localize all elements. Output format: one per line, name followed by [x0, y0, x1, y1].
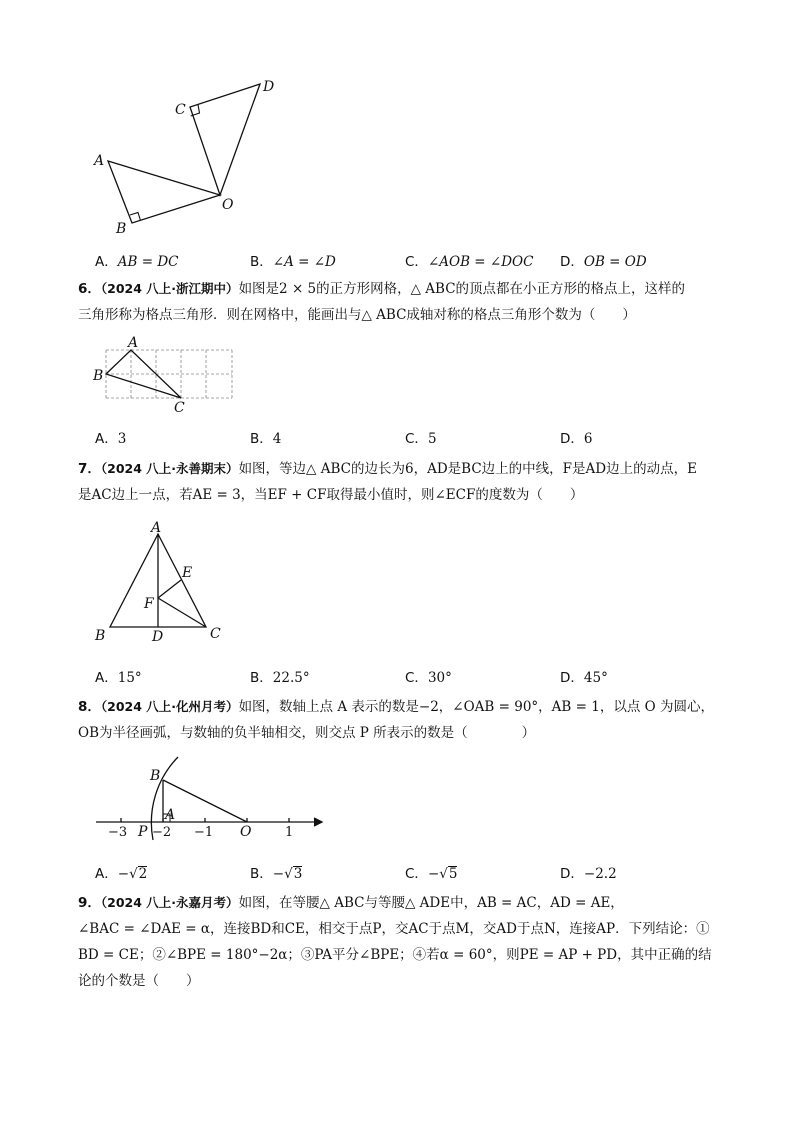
- q5-options: [95, 250, 715, 270]
- q9-line1: 如图，在等腰△ ABC与等腰△ ADE中，AB = AC，AD = AE，: [238, 895, 624, 911]
- q7-label-f: F: [144, 596, 154, 612]
- q7-option-b[interactable]: B．22.5°: [250, 670, 310, 686]
- q6-label-c: C: [174, 400, 185, 416]
- q5-triangle-cod: [190, 84, 260, 195]
- q8-label-b: B: [150, 768, 161, 784]
- q6-grid: [106, 350, 232, 398]
- q5-figure: [80, 70, 300, 240]
- q6-number: 6．: [78, 281, 101, 297]
- q6-line1: 如图是2 × 5的正方形网格，△ ABC的顶点都在小正方形的格点上，这样的: [238, 281, 686, 297]
- q5-option-b[interactable]: B．∠A = ∠D: [250, 254, 336, 270]
- q8-tick-1: 1: [285, 825, 294, 840]
- q8-option-a[interactable]: A．−√2: [95, 866, 148, 882]
- q6-line2: 三角形称为格点三角形．则在网格中，能画出与△ ABC成轴对称的格点三角形个数为（ ）: [78, 307, 636, 323]
- q6-option-b[interactable]: B．4: [250, 431, 282, 447]
- q8-option-d[interactable]: D．−2.2: [560, 866, 617, 882]
- q7-source: （2024 八上·永善期末）: [100, 461, 239, 476]
- q8-label-p: P: [138, 824, 148, 840]
- q5-triangle-abo: [108, 161, 220, 223]
- q7-label-e: E: [182, 565, 193, 581]
- q9-number: 9．: [78, 895, 101, 911]
- q6-source: （2024 八上·浙江期中）: [100, 281, 239, 296]
- q5-label-o: O: [222, 197, 234, 213]
- q8-axis-arrow-icon: [314, 818, 322, 826]
- q9-stem: [78, 890, 728, 994]
- q5-label-d: D: [263, 79, 275, 95]
- q5-label-c: C: [175, 102, 186, 118]
- q6-label-b: B: [93, 368, 104, 384]
- q8-tick-minus2: −2: [152, 825, 172, 840]
- q8-source: （2024 八上·化州月考）: [100, 699, 239, 714]
- q8-line1: 如图，数轴上点 A 表示的数是−2，∠OAB = 90°，AB = 1，以点 O 为圆心，: [238, 699, 714, 715]
- q6-grid-figure: [90, 336, 240, 416]
- q9-line2: ∠BAC = ∠DAE = α，连接BD和CE，相交于点P，交AC于点M，交AD于点N，连接AP．下列结论：①: [78, 921, 710, 937]
- q6-option-a[interactable]: A．3: [95, 431, 127, 447]
- q8-label-a: A: [165, 807, 176, 823]
- q6-option-c[interactable]: C．5: [405, 431, 437, 447]
- q8-tick-minus3: −3: [108, 825, 128, 840]
- q7-number: 7．: [78, 461, 101, 477]
- q8-options: [95, 862, 715, 882]
- q7-segment-fe: [158, 580, 181, 598]
- q5-option-a[interactable]: A．AB = DC: [95, 254, 179, 270]
- q7-option-c[interactable]: C．30°: [405, 670, 452, 686]
- q7-line2: 是AC边上一点，若AE = 3，当EF + CF取得最小值时，则∠ECF的度数为（ ）: [78, 487, 584, 503]
- q7-label-d: D: [152, 629, 164, 645]
- q8-tick-minus1: −1: [194, 825, 214, 840]
- q7-option-d[interactable]: D．45°: [560, 670, 608, 686]
- q9-line3: BD = CE；②∠BPE = 180°−2α；③PA平分∠BPE；④若α = 60°，则PE = AP + PD，其中正确的结: [78, 947, 712, 963]
- q9-source: （2024 八上·永嘉月考）: [100, 895, 239, 910]
- q7-label-a: A: [151, 520, 162, 536]
- q7-label-c: C: [210, 626, 221, 642]
- q8-option-b[interactable]: B．−√3: [250, 866, 303, 882]
- q6-options: [95, 427, 715, 447]
- q8-number: 8．: [78, 699, 101, 715]
- q7-option-a[interactable]: A．15°: [95, 670, 142, 686]
- q8-option-c[interactable]: C．−√5: [405, 866, 458, 882]
- q7-figure: [90, 520, 240, 645]
- q8-stem: [78, 694, 728, 746]
- q5-option-c[interactable]: C．∠AOB = ∠DOC: [405, 254, 534, 270]
- q6-label-a: A: [128, 336, 139, 351]
- q9-line4: 论的个数是（ ）: [78, 973, 200, 989]
- q6-option-d[interactable]: D．6: [560, 431, 593, 447]
- q7-options: [95, 666, 715, 686]
- q8-line2: OB为半径画弧，与数轴的负半轴相交，则交点 P 所表示的数是（ ）: [78, 725, 536, 741]
- q5-label-a: A: [94, 153, 105, 169]
- q5-label-b: B: [116, 221, 127, 237]
- q7-stem: [78, 456, 728, 508]
- q7-line1: 如图，等边△ ABC的边长为6，AD是BC边上的中线，F是AD边上的动点，E: [238, 461, 697, 477]
- q8-number-line-figure: [88, 752, 338, 842]
- q5-option-d[interactable]: D．OB = OD: [560, 254, 647, 270]
- q7-label-b: B: [95, 628, 106, 644]
- q8-label-o: O: [240, 824, 252, 840]
- q8-segment-bo: [163, 780, 247, 822]
- q6-stem: [78, 276, 728, 328]
